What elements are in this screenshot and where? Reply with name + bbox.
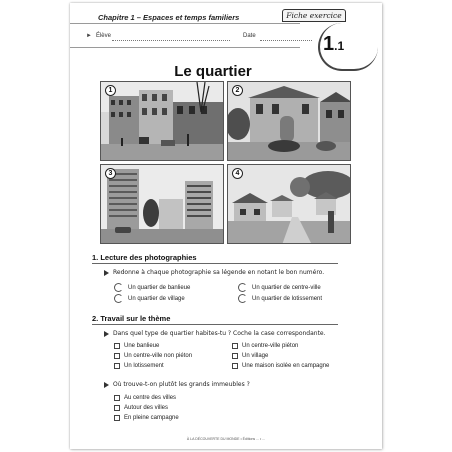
photo-3-number: 3 — [105, 168, 116, 179]
photo-1-number: 1 — [105, 85, 116, 96]
header-rule-top — [70, 23, 300, 24]
check-centre-villes[interactable] — [114, 395, 176, 401]
check-centre-ville-non-pieton[interactable] — [114, 353, 192, 359]
checkbox-label: En pleine campagne — [124, 415, 179, 421]
header-rule-bottom — [70, 47, 300, 48]
section-2-question-1-text: Dans quel type de quartier habites-tu ? Coche la case correspondante. — [113, 330, 326, 337]
checkbox[interactable] — [114, 415, 120, 421]
photo-3-image — [101, 165, 224, 244]
page-footer: À LA DÉCOUVERTE DU MONDE • Éditions ... • ... — [186, 437, 266, 441]
checkbox[interactable] — [232, 353, 238, 359]
check-lotissement[interactable] — [114, 363, 164, 369]
check-village[interactable] — [232, 353, 268, 359]
option-banlieue[interactable] — [114, 283, 190, 292]
option-label: Un quartier de banlieue — [128, 284, 191, 291]
answer-circle[interactable] — [238, 283, 247, 292]
checkbox-label: Un lotissement — [124, 363, 164, 369]
fiche-exercice-tab: Fiche exercice — [282, 9, 346, 22]
checkbox[interactable] — [114, 363, 120, 369]
triangle-bullet-icon — [104, 270, 109, 276]
checkbox[interactable] — [114, 343, 120, 349]
checkbox[interactable] — [114, 395, 120, 401]
date-field[interactable] — [260, 40, 312, 41]
check-pleine-campagne[interactable] — [114, 415, 179, 421]
checkbox-label: Un centre-ville piéton — [242, 343, 299, 349]
option-label: Un quartier de centre-ville — [252, 284, 321, 291]
check-autour-villes[interactable] — [114, 405, 168, 411]
photo-3 — [100, 164, 224, 244]
page-title: Le quartier — [174, 63, 252, 80]
arrow-icon: ► — [86, 33, 92, 39]
checkbox[interactable] — [232, 343, 238, 349]
option-village[interactable] — [114, 294, 185, 303]
section-2-rule — [92, 324, 338, 325]
photo-4 — [227, 164, 351, 244]
eleve-label: Élève — [95, 33, 111, 39]
section-2-question-2-text: Où trouve-t-on plutôt les grands immeubles ? — [113, 381, 250, 388]
checkbox-label: Un centre-ville non piéton — [124, 353, 193, 359]
triangle-bullet-icon — [104, 331, 109, 337]
date-label: Date — [243, 33, 256, 39]
photo-1 — [100, 81, 224, 161]
photo-1-image — [101, 82, 224, 161]
photo-4-number: 4 — [232, 168, 243, 179]
answer-circle[interactable] — [114, 283, 123, 292]
answer-circle[interactable] — [114, 294, 123, 303]
section-1-title: 1. Lecture des photographies — [92, 253, 197, 262]
photo-2-number: 2 — [232, 85, 243, 96]
worksheet-page — [70, 3, 382, 449]
checkbox[interactable] — [114, 405, 120, 411]
check-banlieue[interactable] — [114, 343, 159, 349]
checkbox-label: Au centre des villes — [124, 395, 177, 401]
photo-2-image — [228, 82, 351, 161]
option-centre-ville[interactable] — [238, 283, 321, 292]
checkbox-label: Autour des villes — [124, 405, 169, 411]
eleve-row — [86, 33, 111, 39]
checkbox-label: Un village — [242, 353, 269, 359]
section-1-instruction — [104, 269, 324, 276]
option-label: Un quartier de lotissement — [252, 295, 323, 302]
triangle-bullet-icon — [104, 382, 109, 388]
section-2-question-1 — [104, 330, 326, 337]
checkbox-label: Une maison isolée en campagne — [242, 363, 330, 369]
chapter-title: Chapitre 1 – Espaces et temps familiers — [98, 13, 240, 22]
checkbox[interactable] — [114, 353, 120, 359]
fiche-number — [323, 33, 344, 56]
section-1-instruction-text: Redonne à chaque photographie sa légende en notant le bon numéro. — [113, 269, 325, 276]
fiche-number-main: 1 — [323, 33, 335, 55]
option-lotissement[interactable] — [238, 294, 322, 303]
option-label: Un quartier de village — [128, 295, 185, 302]
eleve-field[interactable] — [112, 40, 230, 41]
photo-2 — [227, 81, 351, 161]
section-2-question-2 — [104, 381, 250, 388]
checkbox-label: Une banlieue — [124, 343, 160, 349]
fiche-number-sub: .1 — [334, 39, 345, 53]
section-1-rule — [92, 263, 338, 264]
photo-4-image — [228, 165, 351, 244]
check-centre-ville-pieton[interactable] — [232, 343, 298, 349]
checkbox[interactable] — [232, 363, 238, 369]
check-maison-isolee[interactable] — [232, 363, 329, 369]
answer-circle[interactable] — [238, 294, 247, 303]
section-2-title: 2. Travail sur le thème — [92, 314, 171, 323]
